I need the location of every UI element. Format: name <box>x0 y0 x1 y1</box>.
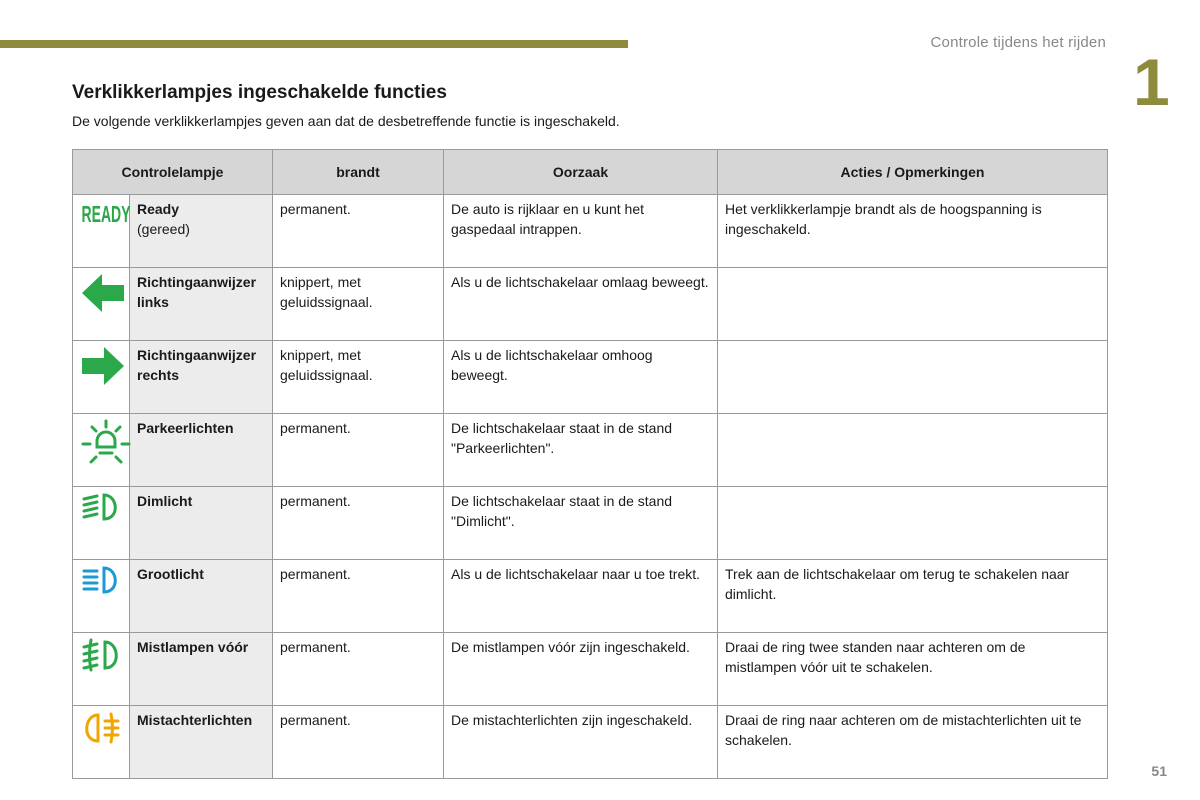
brandt-cell: permanent. <box>273 560 444 633</box>
top-accent-bar <box>0 40 628 48</box>
column-header-controlelampje: Controlelampje <box>73 150 273 195</box>
brandt-cell: knippert, met geluidssignaal. <box>273 268 444 341</box>
actions-cell: Het verklikkerlampje brandt als de hoogspanning is ingeschakeld. <box>718 195 1108 268</box>
table-row <box>73 195 1108 268</box>
cause-cell: De mistachterlichten zijn ingeschakeld. <box>444 706 718 779</box>
actions-cell <box>718 268 1108 341</box>
table-row <box>73 706 1108 779</box>
front-fog-icon <box>73 633 130 706</box>
actions-cell <box>718 414 1108 487</box>
table-row <box>73 487 1108 560</box>
page-intro: De volgende verklikkerlampjes geven aan dat de desbetreffende functie is ingeschakeld. <box>72 113 620 129</box>
cause-cell: De lichtschakelaar staat in de stand "Parkeerlichten". <box>444 414 718 487</box>
svg-text:READY: READY <box>81 201 131 227</box>
table-row <box>73 560 1108 633</box>
brandt-cell: permanent. <box>273 195 444 268</box>
table-row <box>73 414 1108 487</box>
actions-cell: Draai de ring naar achteren om de mistachterlichten uit te schakelen. <box>718 706 1108 779</box>
lamp-name: Richtingaanwijzer rechts <box>137 347 257 383</box>
cause-cell: Als u de lichtschakelaar naar u toe trekt. <box>444 560 718 633</box>
lamp-name: Parkeerlichten <box>137 420 234 436</box>
lamp-name: Richtingaanwijzer links <box>137 274 257 310</box>
table-row <box>73 341 1108 414</box>
rear-fog-icon <box>73 706 130 779</box>
chapter-number: 1 <box>1133 45 1170 119</box>
column-header-acties: Acties / Opmerkingen <box>718 150 1108 195</box>
arrow-right-icon <box>73 341 130 414</box>
actions-cell <box>718 341 1108 414</box>
low-beam-icon <box>73 487 130 560</box>
warning-lamps-table <box>72 149 1108 779</box>
lamp-name: Mistachterlichten <box>137 712 253 728</box>
actions-cell: Draai de ring twee standen naar achteren om de mistlampen vóór uit te schakelen. <box>718 633 1108 706</box>
lamp-name: Ready <box>137 201 180 217</box>
brandt-cell: permanent. <box>273 487 444 560</box>
page-title: Verklikkerlampjes ingeschakelde functies <box>72 82 447 103</box>
table-row <box>73 268 1108 341</box>
brandt-cell: permanent. <box>273 706 444 779</box>
brandt-cell: permanent. <box>273 414 444 487</box>
section-name: Controle tijdens het rijden <box>930 34 1106 51</box>
lamp-name: Grootlicht <box>137 566 204 582</box>
column-header-brandt: brandt <box>273 150 444 195</box>
table-header-row <box>73 150 1108 195</box>
cause-cell: Als u de lichtschakelaar omhoog beweegt. <box>444 341 718 414</box>
cause-cell: De auto is rijklaar en u kunt het gaspedaal intrappen. <box>444 195 718 268</box>
column-header-oorzaak: Oorzaak <box>444 150 718 195</box>
high-beam-icon <box>73 560 130 633</box>
cause-cell: Als u de lichtschakelaar omlaag beweegt. <box>444 268 718 341</box>
table-row <box>73 633 1108 706</box>
page-number: 51 <box>1151 763 1167 779</box>
actions-cell: Trek aan de lichtschakelaar om terug te schakelen naar dimlicht. <box>718 560 1108 633</box>
brandt-cell: knippert, met geluidssignaal. <box>273 341 444 414</box>
lamp-subtitle: (gereed) <box>137 221 190 237</box>
actions-cell <box>718 487 1108 560</box>
cause-cell: De mistlampen vóór zijn ingeschakeld. <box>444 633 718 706</box>
lamp-name: Dimlicht <box>137 493 193 509</box>
parking-lights-icon <box>73 414 130 487</box>
brandt-cell: permanent. <box>273 633 444 706</box>
lamp-name: Mistlampen vóór <box>137 639 249 655</box>
ready-icon <box>73 195 130 268</box>
arrow-left-icon <box>73 268 130 341</box>
cause-cell: De lichtschakelaar staat in de stand "Dimlicht". <box>444 487 718 560</box>
